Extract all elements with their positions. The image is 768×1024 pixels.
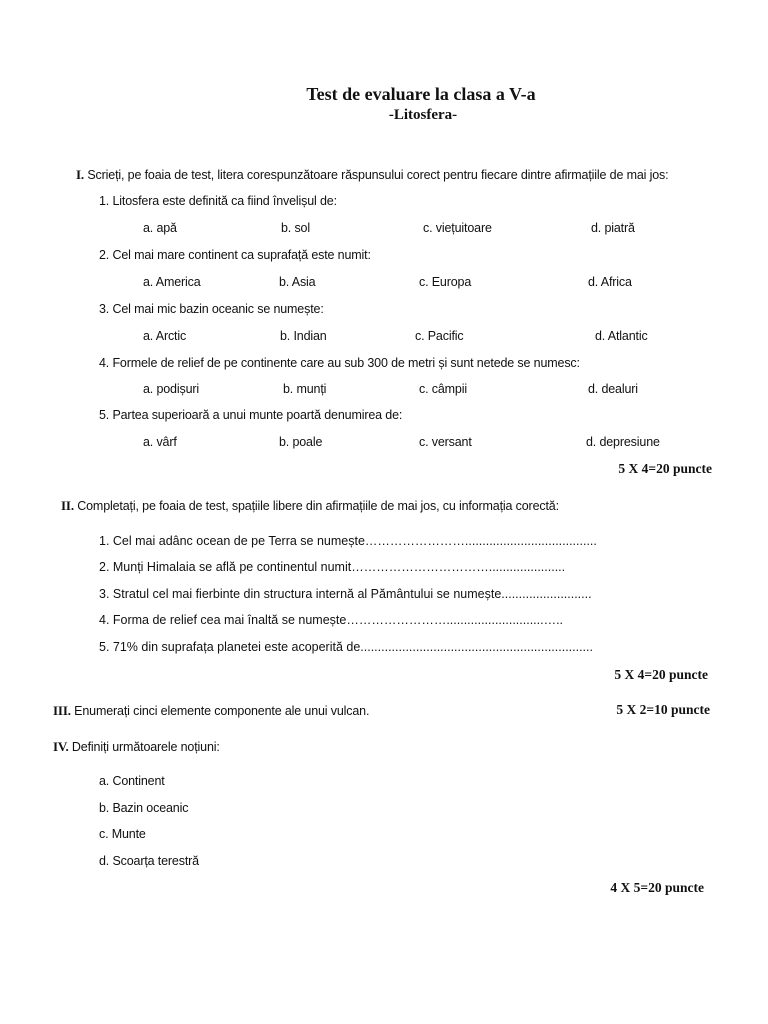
section-3-instruction-text: Enumerați cinci elemente componente ale unui vulcan.: [74, 704, 370, 718]
section-2-numeral: II.: [61, 498, 74, 513]
question-1-option-a: a. apă: [143, 221, 177, 235]
question-4-option-d: d. dealuri: [588, 382, 638, 396]
definition-item-c: c. Munte: [99, 827, 146, 841]
question-4-option-c: c. câmpii: [419, 382, 467, 396]
question-5-option-b: b. poale: [279, 435, 323, 449]
question-4-option-b: b. munți: [283, 382, 327, 396]
fill-item-2: 2. Munți Himalaia se află pe continentul numit……………………………......................: [99, 560, 566, 574]
question-3-option-b: b. Indian: [280, 329, 327, 343]
fill-item-5: 5. 71% din suprafața planetei este acoperită de...................................................................: [99, 640, 593, 654]
question-2-option-b: b. Asia: [279, 275, 316, 289]
definition-item-a: a. Continent: [99, 774, 165, 788]
question-2-option-a: a. America: [143, 275, 201, 289]
question-4-option-a: a. podișuri: [143, 382, 200, 396]
section-4-numeral: IV.: [53, 739, 69, 754]
question-5-option-a: a. vârf: [143, 435, 177, 449]
section-4-points: 4 X 5=20 puncte: [610, 880, 704, 895]
question-2-option-c: c. Europa: [419, 275, 472, 289]
section-4-instruction: [53, 739, 220, 755]
section-3-numeral: III.: [53, 703, 71, 718]
question-1-option-c: c. viețuitoare: [423, 221, 492, 235]
page-subtitle: -Litosfera-: [388, 107, 458, 123]
question-2: 2. Cel mai mare continent ca suprafață este numit:: [99, 248, 371, 262]
question-2-option-d: d. Africa: [588, 275, 632, 289]
fill-item-3: 3. Stratul cel mai fierbinte din structura internă al Pământului se numește..........................: [99, 587, 592, 601]
question-1-option-d: d. piatră: [591, 221, 635, 235]
fill-item-1: 1. Cel mai adânc ocean de pe Terra se numește……………………......................................: [99, 534, 597, 548]
section-2-points: 5 X 4=20 puncte: [614, 667, 708, 682]
section-2-instruction: [61, 498, 559, 514]
question-4: 4. Formele de relief de pe continente care au sub 300 de metri și sunt netede se numesc:: [99, 356, 580, 370]
definition-item-b: b. Bazin oceanic: [99, 801, 189, 815]
section-1-instruction-text: Scrieți, pe foaia de test, litera corespunzătoare răspunsului corect pentru fiecare dintre afirmațiile de mai jos:: [87, 168, 669, 182]
question-3-option-a: a. Arctic: [143, 329, 187, 343]
question-5-option-d: d. depresiune: [586, 435, 660, 449]
section-3-points: 5 X 2=10 puncte: [616, 702, 710, 717]
section-4-instruction-text: Definiți următoarele noțiuni:: [71, 740, 220, 754]
section-2-instruction-text: Completați, pe foaia de test, spațiile libere din afirmațiile de mai jos, cu informația corectă:: [77, 499, 559, 513]
question-5: 5. Partea superioară a unui munte poartă denumirea de:: [99, 408, 403, 422]
page-title: Test de evaluare la clasa a V-a: [306, 84, 536, 104]
question-1-option-b: b. sol: [281, 221, 310, 235]
question-3: 3. Cel mai mic bazin oceanic se numește:: [99, 302, 324, 316]
section-3-instruction: [53, 703, 369, 719]
fill-item-4: 4. Forma de relief cea mai înaltă se numește……………………............................…..: [99, 613, 564, 627]
section-1-numeral: I.: [76, 167, 85, 182]
question-3-option-c: c. Pacific: [415, 329, 464, 343]
section-1-instruction: [76, 167, 668, 183]
section-1-points: 5 X 4=20 puncte: [618, 461, 712, 476]
question-3-option-d: d. Atlantic: [595, 329, 648, 343]
question-1: 1. Litosfera este definită ca fiind învelișul de:: [99, 194, 337, 208]
question-5-option-c: c. versant: [419, 435, 472, 449]
definition-item-d: d. Scoarța terestră: [99, 854, 199, 868]
